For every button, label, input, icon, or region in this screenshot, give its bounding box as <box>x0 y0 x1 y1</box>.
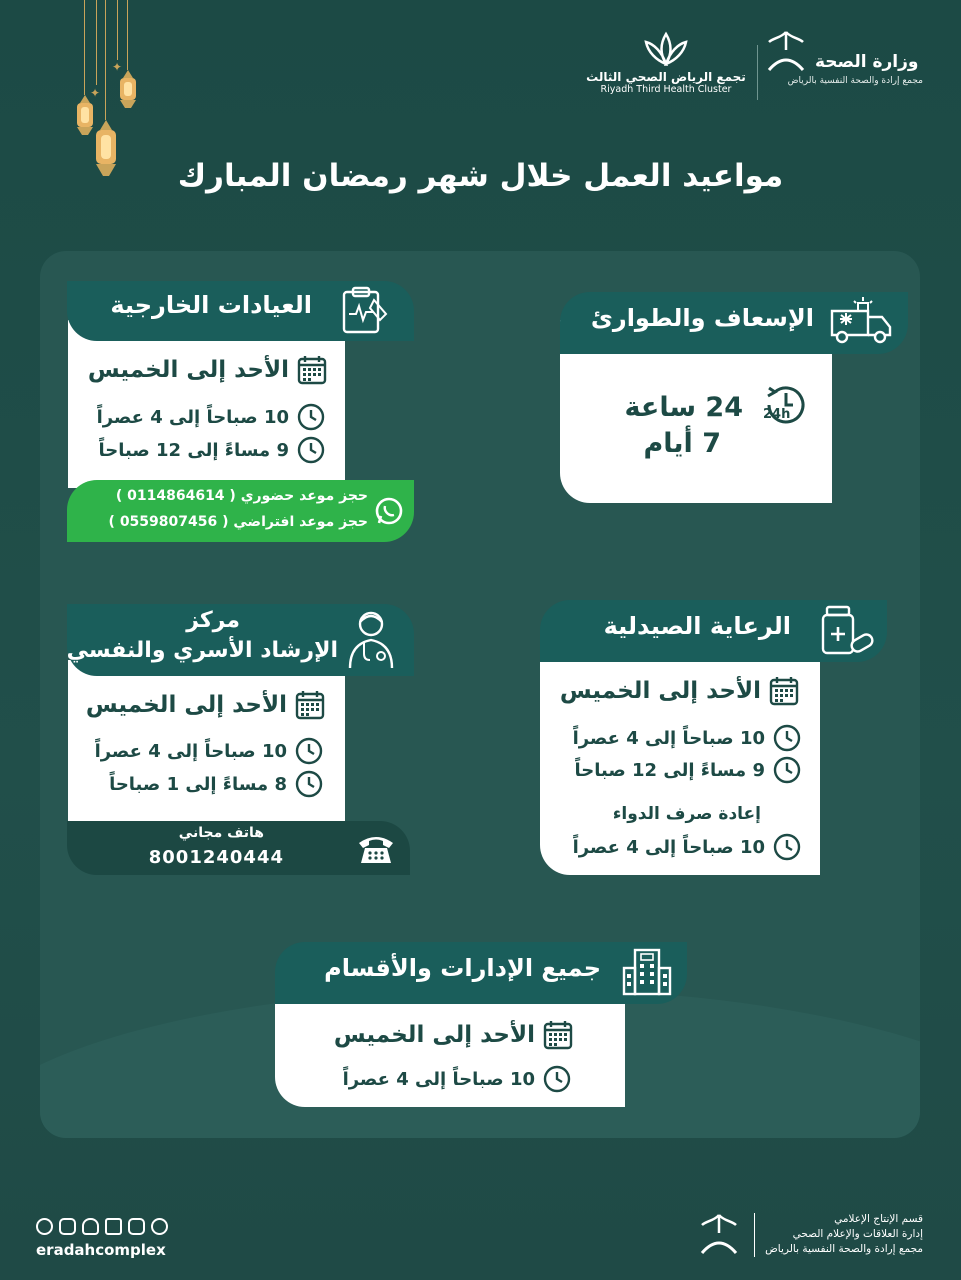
admin-tab <box>275 942 687 1004</box>
footer-line1: قسم الإنتاج الإعلامي <box>834 1213 923 1225</box>
footer-divider <box>754 1213 755 1257</box>
logo-divider <box>757 45 758 100</box>
lantern-string <box>117 0 118 60</box>
clipboard-icon <box>336 284 390 340</box>
lantern-string <box>105 0 106 120</box>
tiktok-icon[interactable] <box>128 1218 145 1235</box>
pharmacy-refill-label: إعادة صرف الدواء <box>612 804 761 824</box>
star-icon: ✦ <box>90 86 101 100</box>
clock-icon <box>295 770 323 798</box>
counseling-shift1: 10 صباحاً إلى 4 عصراً <box>94 740 287 762</box>
booking-bar[interactable] <box>67 480 414 542</box>
lotus-icon <box>640 30 692 66</box>
booking-in-person[interactable]: حجز موعد حضوري ( 0114864614 ) <box>115 488 368 504</box>
social-handle[interactable]: eradahcomplex <box>36 1241 166 1259</box>
twitter-icon[interactable] <box>36 1218 53 1235</box>
toll-free-label: هاتف مجاني <box>178 825 264 841</box>
lantern-string <box>84 0 85 95</box>
clock-icon <box>297 403 325 431</box>
outpatient-title: العيادات الخارجية <box>110 291 312 319</box>
counseling-title-line1: مركز <box>186 608 240 633</box>
booking-virtual[interactable]: حجز موعد افتراضي ( 0559807456 ) <box>108 514 368 530</box>
counseling-days: الأحد إلى الخميس <box>85 692 287 718</box>
outpatient-days-row <box>88 355 327 385</box>
lantern-string <box>127 0 128 70</box>
whatsapp-icon <box>374 496 404 526</box>
emergency-tab <box>560 292 908 354</box>
emergency-days: 7 أيام <box>643 428 721 459</box>
footer-credits <box>694 1212 923 1257</box>
ambulance-icon <box>828 297 896 345</box>
calendar-icon <box>295 690 325 720</box>
outpatient-shift1: 10 صباحاً إلى 4 عصراً <box>96 406 289 428</box>
cluster-logo <box>586 30 746 95</box>
pharmacy-shift1-row <box>573 724 801 752</box>
medicine-icon <box>819 603 875 659</box>
building-icon <box>621 946 673 998</box>
counseling-title-line2: الإرشاد الأسري والنفسي <box>66 638 338 663</box>
lantern-string <box>96 0 97 85</box>
palm-swords-icon <box>763 30 809 74</box>
social-icons <box>36 1218 168 1235</box>
telegram-icon[interactable] <box>151 1218 168 1235</box>
star-icon: ✦ <box>112 60 123 74</box>
pharmacy-tab <box>540 600 887 662</box>
admin-shift1: 10 صباحاً إلى 4 عصراً <box>342 1068 535 1090</box>
snapchat-icon[interactable] <box>82 1218 99 1235</box>
clock-icon <box>295 737 323 765</box>
calendar-icon <box>297 355 327 385</box>
emergency-24h-badge: 24h <box>763 407 791 422</box>
outpatient-shift2-row <box>99 436 325 464</box>
ministry-sub: مجمع إرادة والصحة النفسية بالرياض <box>787 76 923 86</box>
pharmacy-days-row <box>560 676 799 706</box>
counseling-shift2-row <box>109 770 323 798</box>
counseling-days-row <box>86 690 325 720</box>
instagram-icon[interactable] <box>59 1218 76 1235</box>
clock-icon <box>543 1065 571 1093</box>
admin-days-row <box>334 1020 573 1050</box>
admin-days: الأحد إلى الخميس <box>333 1022 535 1048</box>
counseling-shift1-row <box>95 737 323 765</box>
outpatient-tab <box>67 281 414 341</box>
outpatient-shift1-row <box>97 403 325 431</box>
outpatient-shift2: 9 مساءً إلى 12 صباحاً <box>98 439 289 461</box>
ministry-logo <box>763 30 923 86</box>
page-title: مواعيد العمل خلال شهر رمضان المبارك <box>177 158 784 194</box>
cluster-name-en: Riyadh Third Health Cluster <box>600 84 732 95</box>
pharmacy-shift2-row <box>575 756 801 784</box>
pharmacy-shift2: 9 مساءً إلى 12 صباحاً <box>574 759 765 781</box>
toll-free-number[interactable]: 8001240444 <box>148 847 284 868</box>
ministry-name: وزارة الصحة <box>815 52 919 72</box>
calendar-icon <box>543 1020 573 1050</box>
admin-shift1-row <box>343 1065 571 1093</box>
palm-swords-icon <box>694 1213 744 1257</box>
clock-24h-icon <box>761 380 811 430</box>
clock-icon <box>297 436 325 464</box>
toll-free-bar[interactable] <box>67 821 410 875</box>
youtube-icon[interactable] <box>105 1218 122 1235</box>
outpatient-days: الأحد إلى الخميس <box>87 357 289 383</box>
pharmacy-shift1: 10 صباحاً إلى 4 عصراً <box>572 727 765 749</box>
calendar-icon <box>769 676 799 706</box>
clock-icon <box>773 724 801 752</box>
emergency-title: الإسعاف والطوارئ <box>590 304 814 332</box>
doctor-icon <box>346 608 396 670</box>
pharmacy-title: الرعاية الصيدلية <box>603 612 791 640</box>
footer-line3: مجمع إرادة والصحة النفسية بالرياض <box>765 1243 923 1255</box>
counseling-tab <box>67 604 414 676</box>
footer-line2: إدارة العلاقات والإعلام الصحي <box>792 1228 923 1240</box>
pharmacy-refill-hours: 10 صباحاً إلى 4 عصراً <box>572 836 765 858</box>
phone-icon <box>356 831 396 865</box>
clock-icon <box>773 833 801 861</box>
admin-title: جميع الإدارات والأقسام <box>324 954 601 982</box>
emergency-hours: 24 ساعة <box>624 392 743 423</box>
pharmacy-refill-row <box>573 833 801 861</box>
lantern-icon <box>118 70 138 110</box>
cluster-name-ar: تجمع الرياض الصحي الثالث <box>586 70 746 84</box>
counseling-shift2: 8 مساءً إلى 1 صباحاً <box>109 773 287 795</box>
pharmacy-days: الأحد إلى الخميس <box>559 678 761 704</box>
clock-icon <box>773 756 801 784</box>
